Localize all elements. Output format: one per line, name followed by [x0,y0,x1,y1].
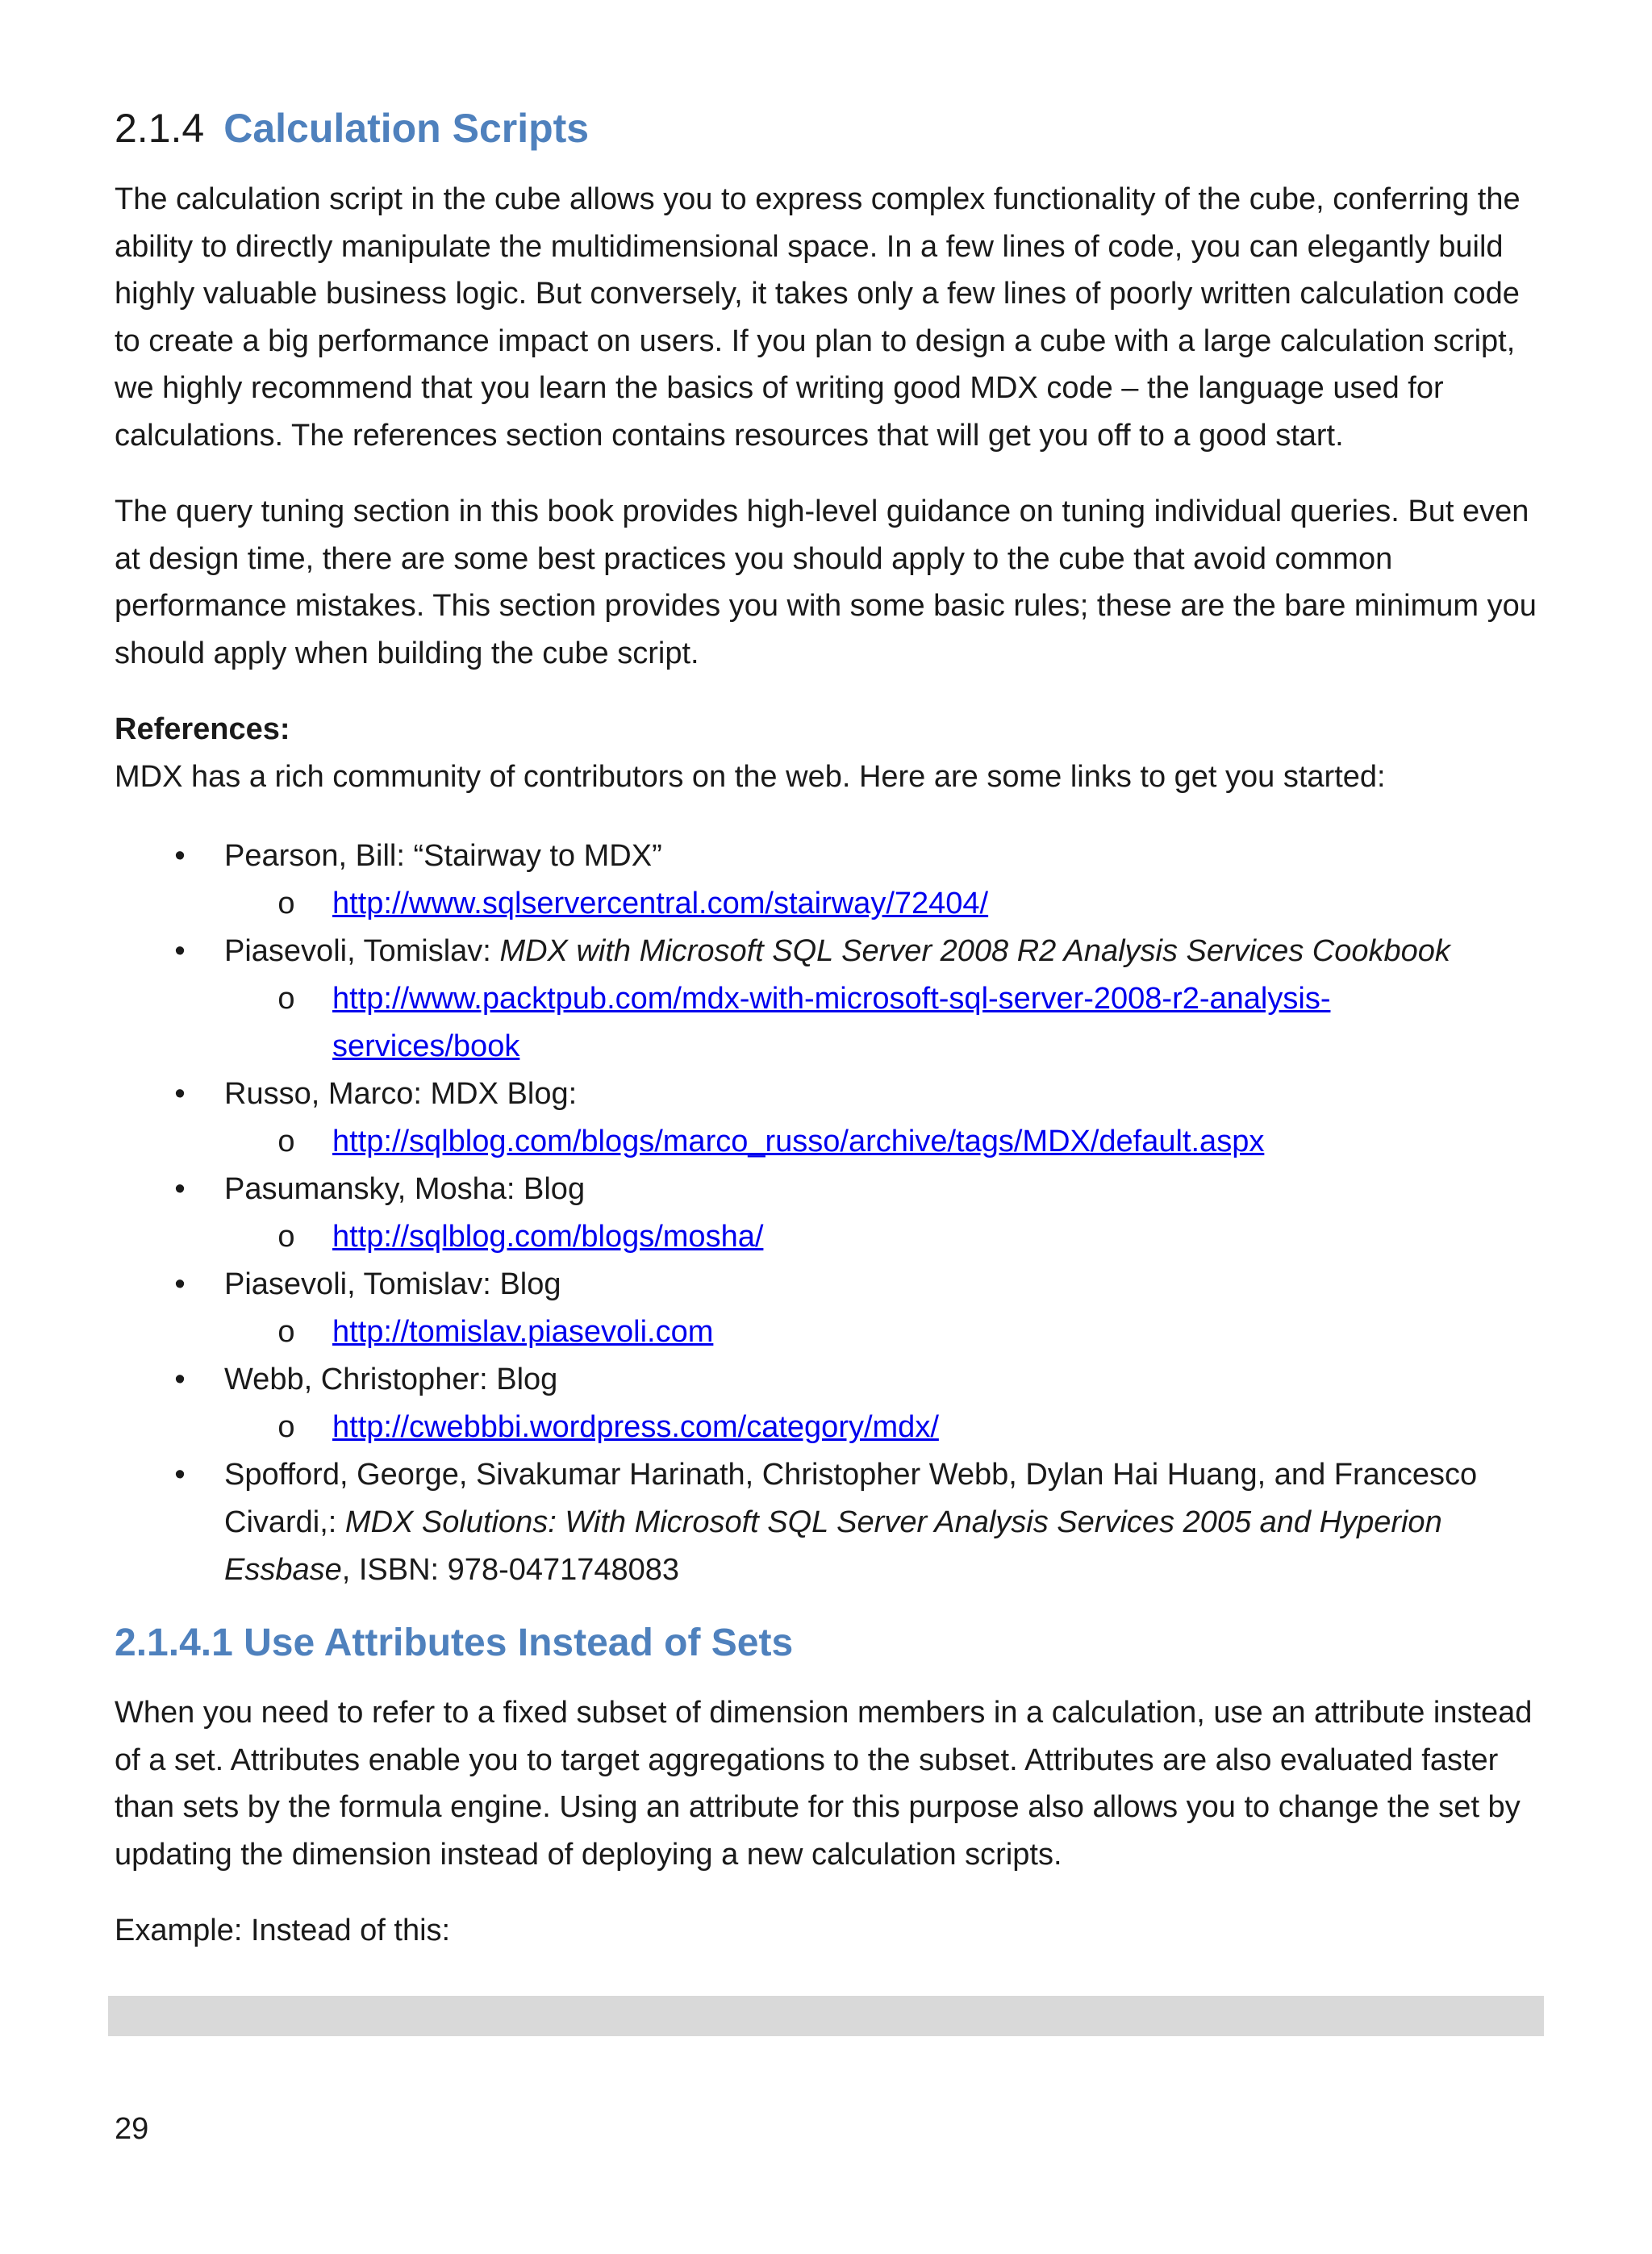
references-intro: MDX has a rich community of contributors on the web. Here are some links to get you started: [115,759,1386,794]
sub-bullet-icon: o [277,1220,295,1254]
reference-links [115,1404,1550,1451]
example-label: Example: Instead of this: [115,1914,451,1947]
references-list [115,833,1550,1594]
code-block [108,1996,1544,2036]
sub-bullet-icon: o [277,1315,295,1349]
reference-link-item [115,1309,1550,1356]
intro-paragraph-2: The query tuning section in this book provides high-level guidance on tuning individual queries. But even at design time, there are some best practices you should apply to the cube that avoid common performance mistakes. This section provides you with some basic rules; these are the bare minimum you should apply when building the cube script. [115,495,1537,670]
references-label: References: [115,712,290,746]
reference-link[interactable]: http://sqlblog.com/blogs/marco_russo/archive/tags/MDX/default.aspx [332,1125,1265,1158]
page-number: 29 [115,2112,149,2146]
reference-link[interactable]: http://www.sqlservercentral.com/stairway/72404/ [332,887,989,920]
reference-item [115,1071,1550,1118]
reference-links [115,1118,1550,1166]
reference-item [115,833,1550,880]
reference-title: MDX with Microsoft SQL Server 2008 R2 Analysis Services Cookbook [499,934,1450,968]
reference-links [115,975,1550,1071]
bullet-icon: • [174,1458,186,1492]
reference-author: Piasevoli, Tomislav: [224,934,500,968]
section-heading [115,95,1550,161]
reference-title: MDX Blog: [430,1077,578,1111]
reference-link[interactable]: http://sqlblog.com/blogs/mosha/ [332,1220,764,1254]
reference-link-item [115,1404,1550,1451]
reference-item [115,1261,1550,1309]
reference-links [115,880,1550,928]
reference-link-item [115,1213,1550,1261]
sub-bullet-icon: o [277,887,295,920]
reference-link[interactable]: http://www.packtpub.com/mdx-with-microsoft-sql-server-2008-r2-analysis-services/book [332,982,1331,1063]
bullet-icon: • [174,1172,186,1206]
page-content [115,95,1550,1984]
sub-bullet-icon: o [277,1125,295,1158]
bullet-icon: • [174,1363,186,1396]
reference-links [115,1309,1550,1356]
reference-author: Webb, Christopher: [224,1363,497,1396]
reference-author: Russo, Marco: [224,1077,431,1111]
reference-book-title: MDX Solutions: With Microsoft SQL Server Analysis Services 2005 and Hyperion Essbase [224,1505,1442,1587]
reference-authors: Spofford, George, Sivakumar Harinath, Christopher Webb, Dylan Hai Huang, and Francesco Civardi,: [224,1458,1478,1539]
reference-link-item [115,975,1550,1071]
bullet-icon: • [174,1267,186,1301]
bullet-icon: • [174,1077,186,1111]
reference-item [115,928,1550,975]
reference-author: Piasevoli, Tomislav: [224,1267,500,1301]
subsection-body: When you need to refer to a fixed subset of dimension members in a calculation, use an attribute instead of a set. Attributes enable you to target aggregations to the subset. Attributes are also evaluated faster than sets by the formula engine. Using an attribute for this purpose also allows you to change the set by updating the dimension instead of deploying a new calculation scripts. [115,1696,1533,1872]
sub-bullet-icon: o [277,982,295,1016]
reference-title: Blog [499,1267,561,1301]
reference-link-item [115,1118,1550,1166]
reference-title: Blog [524,1172,586,1206]
intro-paragraph-1: The calculation script in the cube allows you to express complex functionality of the cube, conferring the ability to directly manipulate the multidimensional space. In a few lines of code, you can elegantly build highly valuable business logic. But conversely, it takes only a few lines of poorly written calculation code to create a big performance impact on users. If you plan to design a cube with a large calculation script, we highly recommend that you learn the basics of writing good MDX code – the language used for calculations. The references section contains resources that will get you off to a good start. [115,182,1521,453]
sub-bullet-icon: o [277,1410,295,1444]
reference-link-item [115,880,1550,928]
reference-item [115,1356,1550,1404]
reference-item [115,1166,1550,1213]
section-title: Calculation Scripts [223,106,590,151]
reference-item-book [115,1451,1547,1594]
reference-link[interactable]: http://tomislav.piasevoli.com [332,1315,714,1349]
reference-title: “Stairway to MDX” [413,839,662,873]
reference-author: Pearson, Bill: [224,839,414,873]
bullet-icon: • [174,839,186,873]
reference-title: Blog [496,1363,558,1396]
reference-links [115,1213,1550,1261]
reference-author: Pasumansky, Mosha: [224,1172,524,1206]
section-number: 2.1.4 [115,106,205,151]
reference-isbn: , ISBN: 978-0471748083 [341,1553,680,1587]
reference-link[interactable]: http://cwebbbi.wordpress.com/category/mdx/ [332,1410,939,1444]
subsection-heading: 2.1.4.1 Use Attributes Instead of Sets [115,1622,794,1664]
bullet-icon: • [174,934,186,968]
